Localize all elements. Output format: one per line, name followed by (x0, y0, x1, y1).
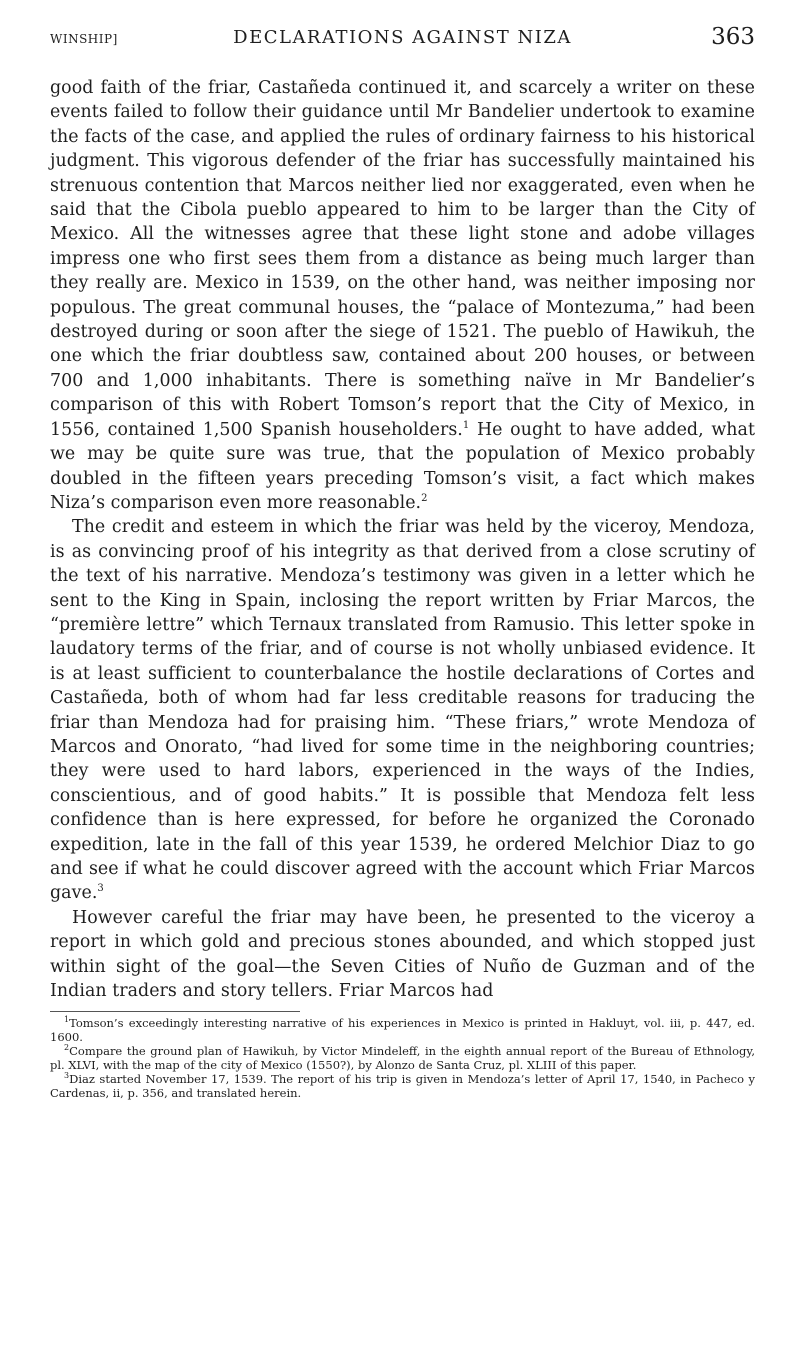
running-head (50, 24, 755, 58)
footnotes (50, 1016, 755, 1100)
paragraph-3-text: However careful the friar may have been, he presented to the viceroy a report in which gold and precious stones abounded, and which stopped just within sight of the goal—the Seven Cities of Nuño de Guzman and of the Indian traders and story tellers. Friar Marcos had (50, 907, 755, 1002)
footnote-2 (50, 1044, 755, 1072)
main-text (50, 76, 755, 1003)
page-number: 363 (711, 24, 755, 50)
footnote-1 (50, 1016, 755, 1044)
paragraph-1 (50, 76, 755, 515)
paragraph-2-text: The credit and esteem in which the friar was held by the viceroy, Mendoza, is as convincing proof of his integrity as that derived from a close scrutiny of the text of his narrative. Mendoza’s testimony was given in a letter which he sent to the King in Spain, inclosing the report written by Friar Marcos, the “première lettre” which Ternaux translated from Ramusio. This letter spoke in laudatory terms of the friar, and of course is not wholly unbiased evidence. It is at least sufficient to counterbalance the hostile declarations of Cortes and Castañeda, both of whom had far less creditable reasons for traducing the friar than Mendoza had for praising him. “These friars,” wrote Mendoza of Marcos and Onorato, “had lived for some time in the neighboring countries; they were used to hard labors, experienced in the ways of the Indies, conscientious, and of good habits.” It is possible that Mendoza felt less confidence than is here expressed, for before he organized the Coronado expedition, late in the fall of this year 1539, he ordered Melchior Diaz to go and see if what he could discover agreed with the account which Friar Marcos gave. (50, 517, 755, 904)
footnote-3 (50, 1072, 755, 1100)
paragraph-1-text-a: good faith of the friar, Castañeda continued it, and scarcely a writer on these events failed to follow their guidance until Mr Bandelier undertook to examine the facts of the case, and applied the rules of ordinary fairness to his historical judgment. This vigorous defender of the friar has successfully maintained his strenuous contention that Marcos neither lied nor exaggerated, even when he said that the Cibola pueblo appeared to him to be larger than the City of Mexico. All the witnesses agree that these light stone and adobe villages impress one who first sees them from a distance as being much larger than they really are. Mexico in 1539, on the other hand, was neither imposing nor populous. The great communal houses, the “palace of Montezuma,” had been destroyed during or soon after the siege of 1521. The pueblo of Hawikuh, the one which the friar doubtless saw, contained about 200 houses, or between 700 and 1,000 inhabitants. There is something naïve in Mr Bandelier’s comparison of this with Robert Tomson’s report that the City of Mexico, in 1556, contained 1,500 Spanish householders. (50, 78, 755, 440)
footnote-ref-1: 1 (462, 419, 470, 431)
paragraph-2 (50, 515, 755, 906)
footnote-1-text: Tomson’s exceedingly interesting narrative of his experiences in Mexico is printed in Hakluyt, vol. iii, p. 447, ed. 1600. (50, 1016, 755, 1045)
footnote-mark-2: 2 (64, 1043, 70, 1053)
running-head-title: DECLARATIONS AGAINST NIZA (233, 27, 572, 48)
footnote-3-text: Diaz started November 17, 1539. The report of his trip is given in Mendoza’s letter of April 17, 1540, in Pacheco y Cardenas, ii, p. 356, and translated herein. (50, 1072, 755, 1101)
book-page (50, 24, 755, 1100)
footnote-mark-1: 1 (64, 1015, 70, 1025)
footnote-ref-3: 3 (97, 883, 104, 895)
running-head-author: WINSHIP] (50, 32, 118, 46)
paragraph-1-text-b: He ought to have added, what we may be quite sure was true, that the population of Mexico probably doubled in the fifteen years preceding Tomson’s visit, a fact which makes Niza’s comparison even more reasonable. (50, 419, 755, 513)
footnote-2-text: Compare the ground plan of Hawikuh, by Victor Mindeleff, in the eighth annual report of the Bureau of Ethnology, pl. XLVI, with the map of the city of Mexico (1550?), by Alonzo de Santa Cruz, pl. XLIII of this paper. (50, 1044, 755, 1073)
footnote-mark-3: 3 (64, 1071, 70, 1081)
footnote-ref-2: 2 (421, 493, 428, 505)
paragraph-3 (50, 906, 755, 1004)
